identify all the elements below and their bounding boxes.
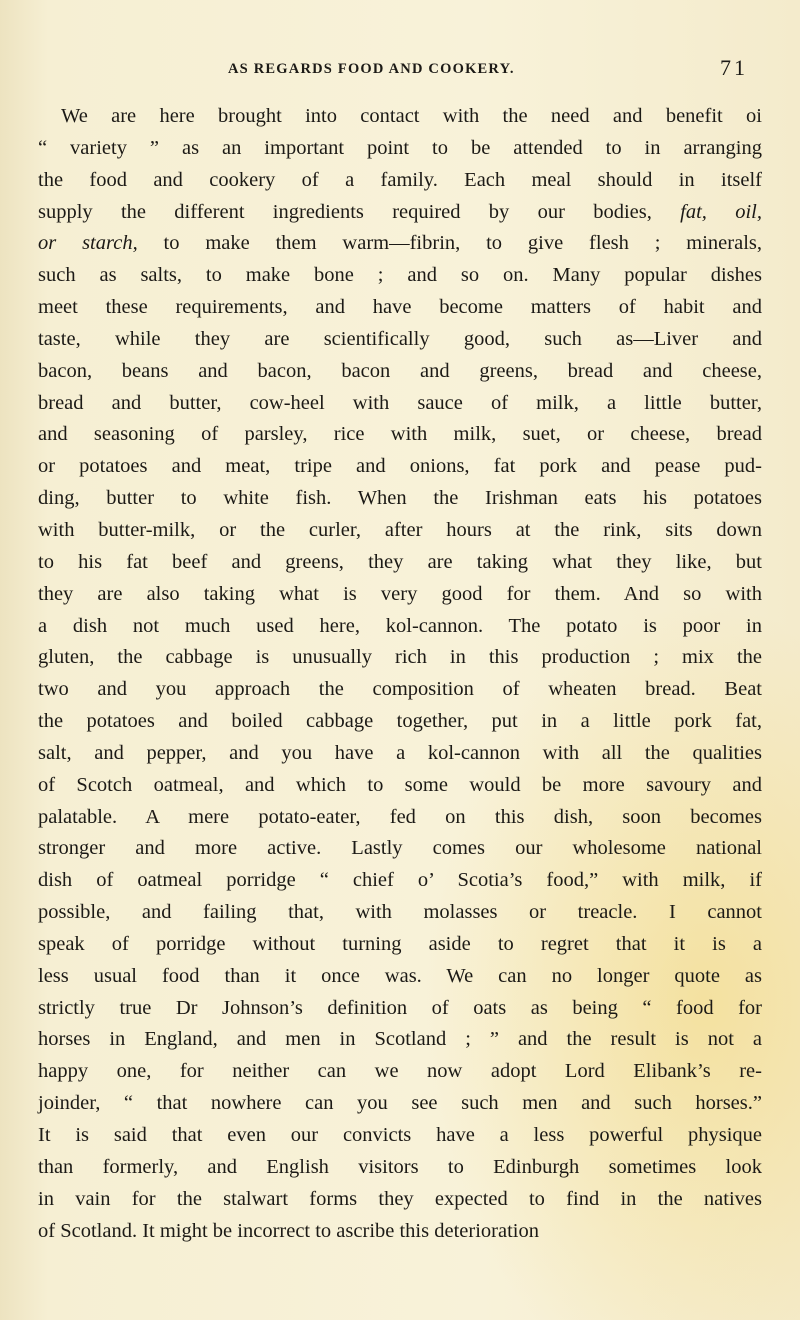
page-header — [228, 55, 748, 85]
text-line: It is said that even our convicts have a less powerful physique — [38, 1124, 762, 1146]
text-line: to his fat beef and greens, they are taking what they like, but — [38, 550, 762, 573]
text-line: with butter-milk, or the curler, after hours at the rink, sits down — [38, 518, 762, 541]
text-line: and seasoning of parsley, rice with milk, suet, or cheese, bread — [38, 423, 762, 446]
text-line: ding, butter to white fish. When the Irishman eats his potatoes — [38, 487, 762, 510]
text-line: happy one, for neither can we now adopt Lord Elibank’s re- — [38, 1060, 762, 1083]
text-line: in vain for the stalwart forms they expected to find in the natives — [38, 1187, 762, 1210]
body-paragraph — [38, 101, 762, 1247]
text-line: We are here brought into contact with the need and benefit oi — [61, 105, 762, 127]
text-line: meet these requirements, and have become matters of habit and — [38, 296, 762, 319]
text-line: than formerly, and English visitors to Edinburgh sometimes look — [38, 1155, 762, 1178]
page-number: 71 — [720, 55, 748, 80]
text-line: palatable. A mere potato-eater, fed on this dish, soon becomes — [38, 805, 762, 828]
text-line: stronger and more active. Lastly comes our wholesome national — [38, 837, 762, 860]
running-head: AS REGARDS FOOD AND COOKERY. — [228, 61, 515, 77]
text-line: the food and cookery of a family. Each meal should in itself — [38, 168, 762, 191]
text-line: horses in England, and men in Scotland ; ” and the result is not a — [38, 1028, 762, 1051]
text-line: they are also taking what is very good for them. And so with — [38, 582, 762, 605]
text-line: salt, and pepper, and you have a kol-cannon with all the qualities — [38, 741, 762, 764]
text-line: bacon, beans and bacon, bacon and greens, bread and cheese, — [38, 359, 762, 382]
text-line: less usual food than it once was. We can no longer quote as — [38, 964, 762, 987]
text-line: of Scotland. It might be incorrect to ascribe this deterioration — [38, 1219, 539, 1242]
text-line: such as salts, to make bone ; and so on. Many popular dishes — [38, 264, 762, 287]
text-line: a dish not much used here, kol-cannon. The potato is poor in — [38, 614, 762, 637]
text-line: gluten, the cabbage is unusually rich in this production ; mix the — [38, 646, 762, 669]
text-line: bread and butter, cow-heel with sauce of milk, a little butter, — [38, 391, 762, 414]
text-line: strictly true Dr Johnson’s definition of oats as being “ food for — [38, 996, 762, 1019]
text-line: speak of porridge without turning aside to regret that it is a — [38, 932, 762, 955]
text-line: supply the different ingredients required by our bodies, fat, oil, — [38, 200, 762, 223]
text-line: “ variety ” as an important point to be attended to in arranging — [38, 136, 762, 159]
text-line: taste, while they are scientifically good, such as—Liver and — [38, 327, 762, 350]
text-line: of Scotch oatmeal, and which to some would be more savoury and — [38, 773, 762, 796]
text-line: joinder, “ that nowhere can you see such men and such horses.” — [38, 1092, 762, 1115]
text-line: or starch, to make them warm—fibrin, to give flesh ; minerals, — [38, 232, 762, 255]
text-line: or potatoes and meat, tripe and onions, fat pork and pease pud- — [38, 455, 762, 478]
text-line: dish of oatmeal porridge “ chief o’ Scotia’s food,” with milk, if — [38, 869, 762, 892]
text-line: the potatoes and boiled cabbage together, put in a little pork fat, — [38, 710, 762, 733]
text-line: two and you approach the composition of wheaten bread. Beat — [38, 678, 762, 701]
text-line: possible, and failing that, with molasses or treacle. I cannot — [38, 901, 762, 924]
